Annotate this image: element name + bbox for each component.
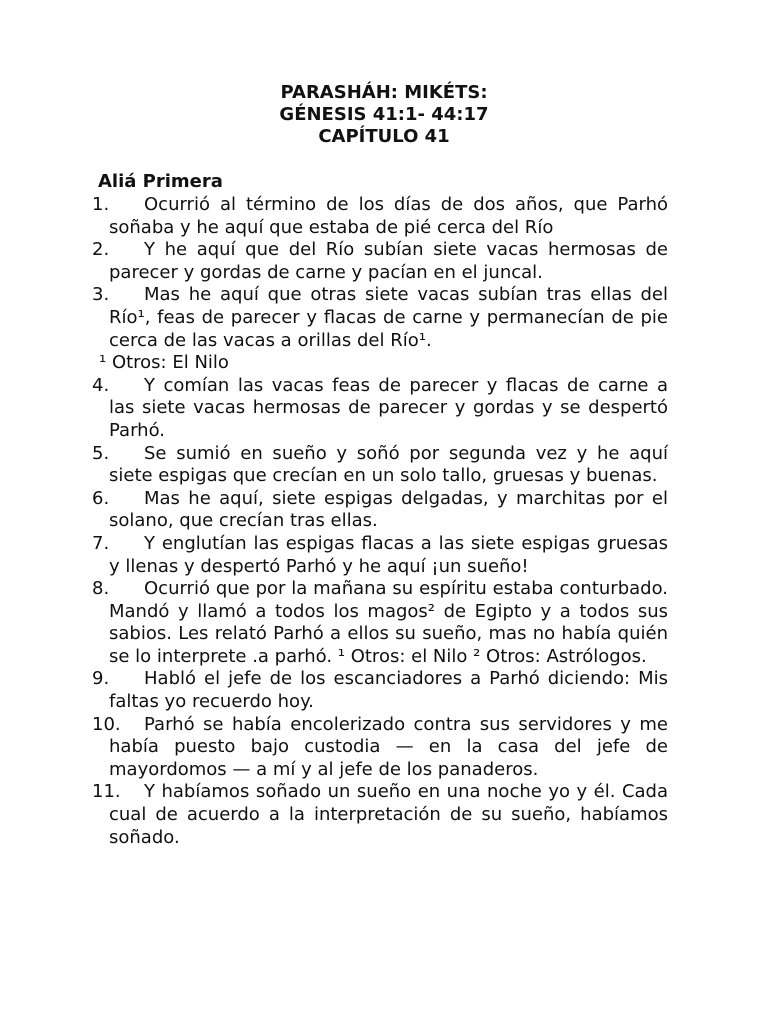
verse-text: Y he aquí que del Río subían siete vacas hermosas de parecer y gordas de carne y pacían en el juncal. (109, 239, 668, 283)
verse-text: Y habíamos soñado un sueño en una noche yo y él. Cada cual de acuerdo a la interpretación de su sueño, habíamos soñado. (109, 781, 668, 848)
verse-text: Parhó se había encolerizado contra sus servidores y me había puesto bajo custodia — en la casa del jefe de mayordomos — a mí y al jefe de los panaderos. (109, 713, 668, 780)
verse-item (92, 668, 668, 713)
verse-number: 4. (92, 374, 110, 396)
verse-item (92, 533, 668, 578)
verse-number: 9. (92, 668, 110, 690)
verse-text: Ocurrió al término de los días de dos años, que Parhó soñaba y he aquí que estaba de pié cerca del Río (109, 194, 668, 238)
verse-text: Mas he aquí, siete espigas delgadas, y marchitas por el solano, que crecían tras ellas. (109, 487, 668, 532)
chapter-heading: CAPÍTULO 41 (318, 126, 450, 147)
verse-number: 10. (92, 713, 121, 735)
verse-number: 8. (92, 578, 110, 600)
verse-item (92, 194, 668, 239)
verse-list (92, 194, 668, 849)
verse-number: 11. (92, 781, 121, 803)
verse-text: Habló el jefe de los escanciadores a Parhó diciendo: Mis faltas yo recuerdo hoy. (109, 668, 668, 713)
verse-item (92, 375, 668, 443)
verse-number: 2. (92, 239, 110, 261)
verse-item (92, 488, 668, 533)
parashah-title: PARASHÁH: MIKÉTS: (280, 82, 488, 103)
verse-text: Mas he aquí que otras siete vacas subían tras ellas del Río¹, feas de parecer y flacas de carne y permanecían de pie cerca de las vacas a orillas del Río¹. (109, 284, 668, 351)
verse-number: 3. (92, 284, 110, 306)
verse-item (92, 443, 668, 488)
verse-item (92, 714, 668, 782)
section-heading: Aliá Primera (98, 171, 223, 192)
verse-number: 6. (92, 487, 110, 509)
verse-number: 1. (92, 194, 110, 215)
verse-text: Y englutían las espigas flacas a las siete espigas gruesas y llenas y despertó Parhó y he aquí ¡un sueño! (109, 532, 668, 577)
footnote: ¹ Otros: El Nilo (99, 352, 229, 374)
verse-item (92, 781, 668, 849)
verse-number: 5. (92, 442, 110, 464)
scripture-reference: GÉNESIS 41:1- 44:17 (279, 104, 489, 125)
verse-item (92, 239, 668, 284)
verse-text: Se sumió en sueño y soñó por segunda vez y he aquí siete espigas que crecían en un solo tallo, gruesas y buenas. (109, 442, 668, 487)
verse-item (92, 284, 668, 352)
verse-text: Y comían las vacas feas de parecer y flacas de carne a las siete vacas hermosas de parecer y gordas y se despertó Parhó. (109, 374, 668, 441)
verse-item (92, 578, 668, 668)
verse-number: 7. (92, 532, 110, 554)
verse-text: Ocurrió que por la mañana su espíritu estaba conturbado. Mandó y llamó a todos los magos² de Egipto y a todos sus sabios. Les relató Parhó a ellos su sueño, mas no había quién se lo interprete .a parhó. ¹ Otros: el Nilo ² Otros: Astrólogos. (109, 578, 668, 667)
